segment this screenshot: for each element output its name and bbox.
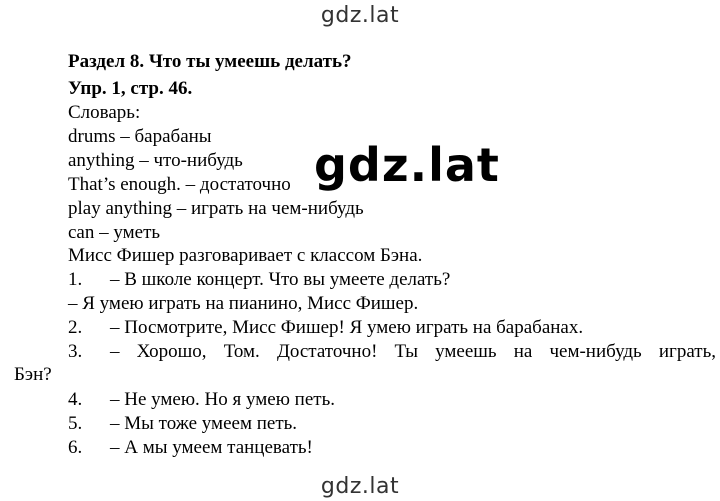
section-title: Раздел 8. Что ты умеешь делать?	[68, 51, 352, 72]
vocabulary-title: Словарь:	[68, 102, 141, 123]
vocabulary-item: play anything – играть на чем-нибудь	[68, 198, 364, 219]
line-number: 6.	[68, 437, 83, 458]
dialogue-line: – Посмотрите, Мисс Фишер! Я умею играть на барабанах.	[110, 317, 584, 338]
dialogue-line: – А мы умеем танцевать!	[110, 437, 313, 458]
watermark-center: gdz.lat	[314, 138, 500, 192]
watermark-top: gdz.lat	[320, 3, 400, 28]
vocabulary-item: can – уметь	[68, 222, 161, 243]
dialogue-line-continuation: Бэн?	[14, 364, 52, 385]
vocabulary-item: That’s enough. – достаточно	[68, 174, 291, 195]
dialogue-line: – Мы тоже умеем петь.	[110, 413, 298, 434]
exercise-ref: Упр. 1, стр. 46.	[68, 78, 193, 99]
line-number: 1.	[68, 269, 83, 290]
dialogue-line: – Я умею играть на пианино, Мисс Фишер.	[68, 293, 419, 314]
line-number: 3.	[68, 341, 83, 362]
line-number: 5.	[68, 413, 83, 434]
line-number: 4.	[68, 389, 83, 410]
vocabulary-item: drums – барабаны	[68, 126, 212, 147]
line-number: 2.	[68, 317, 83, 338]
dialogue-line: – Хорошо, Том. Достаточно! Ты умеешь на чем-нибудь играть,	[110, 341, 716, 362]
vocabulary-item: anything – что-нибудь	[68, 150, 243, 171]
watermark-bottom: gdz.lat	[320, 474, 400, 499]
dialogue-line: – Не умею. Но я умею петь.	[110, 389, 335, 410]
dialogue-line: – В школе концерт. Что вы умеете делать?	[110, 269, 451, 290]
intro-line: Мисс Фишер разговаривает с классом Бэна.	[68, 245, 423, 266]
